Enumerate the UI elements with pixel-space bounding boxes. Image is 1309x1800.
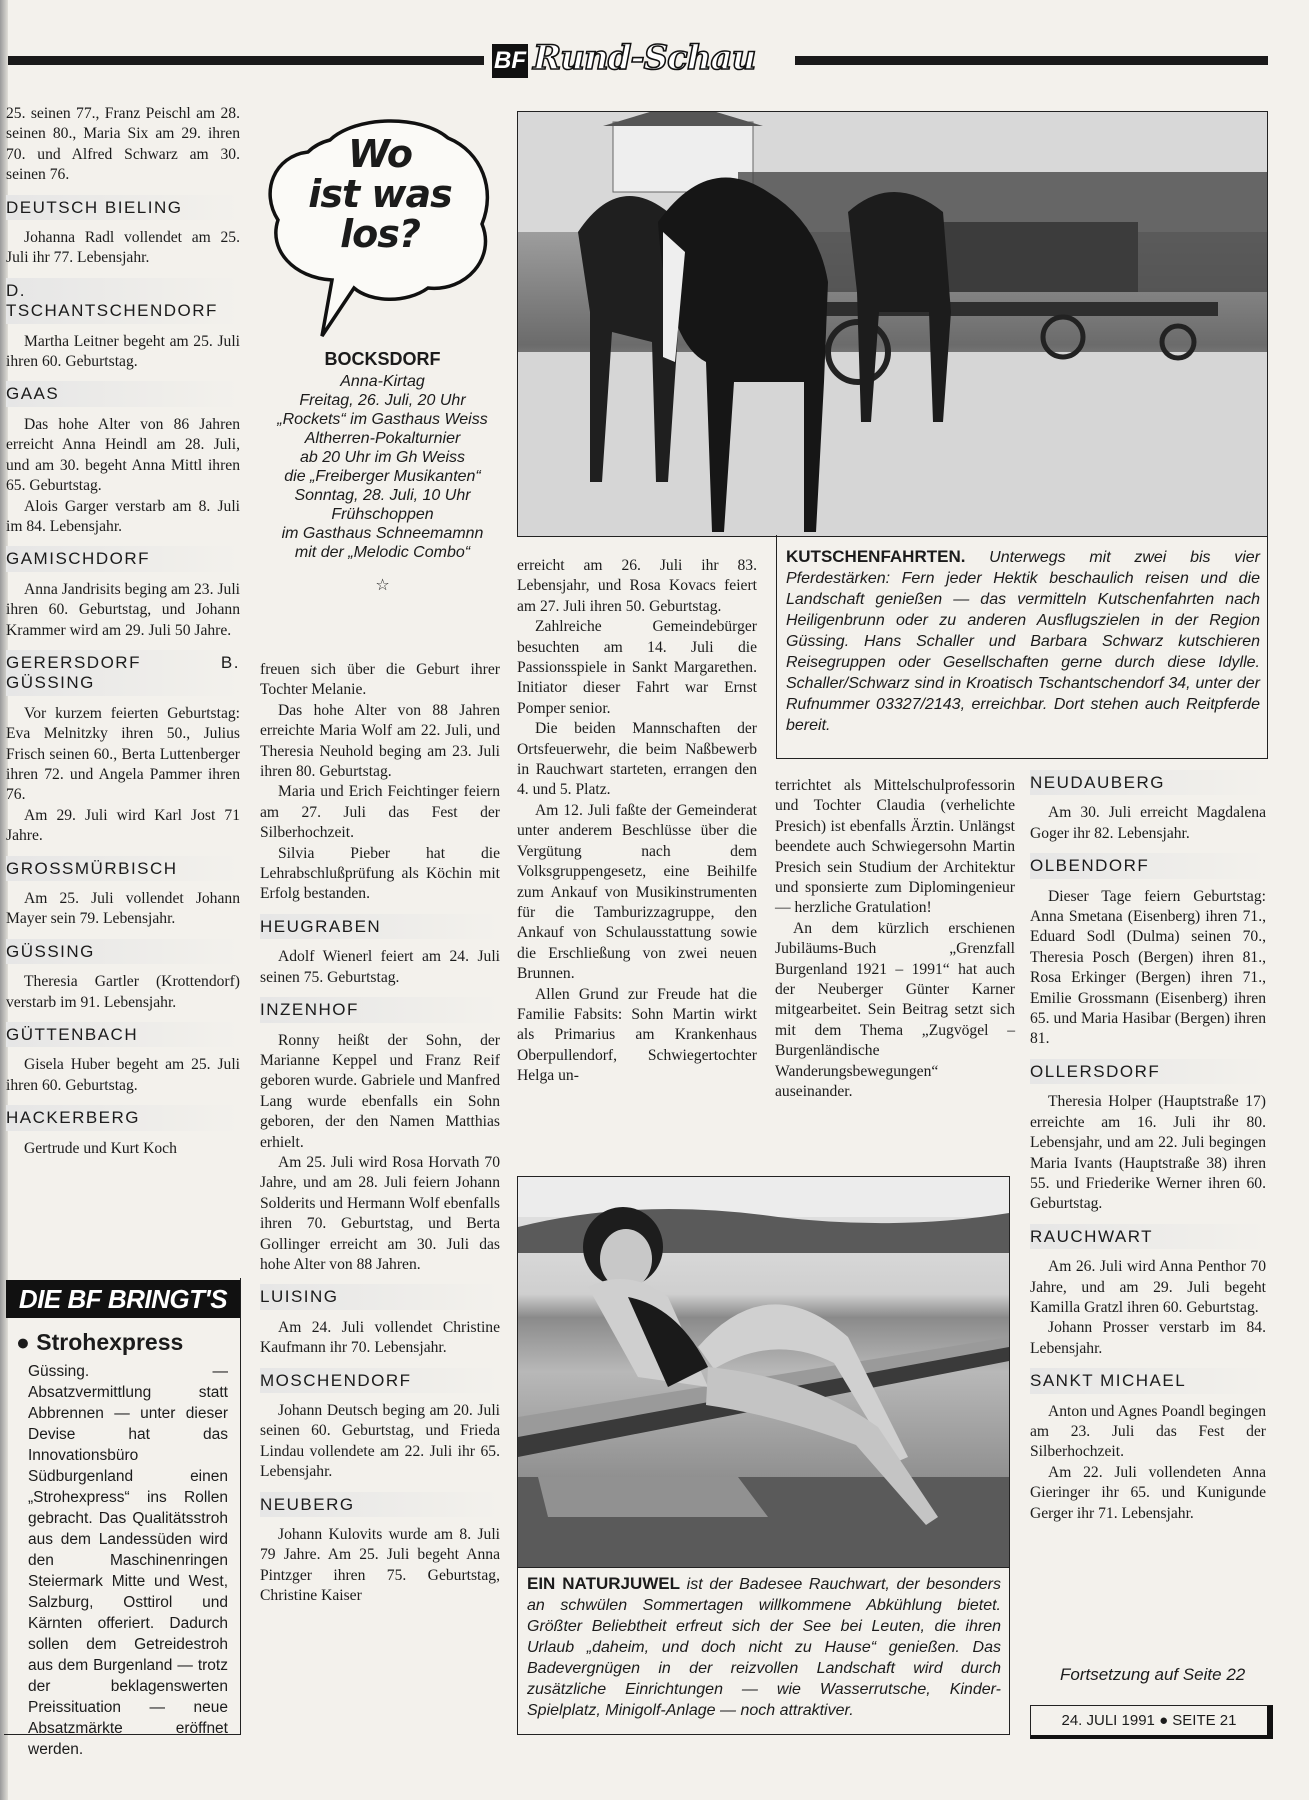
place-heading: GAAS	[6, 381, 240, 406]
column-2	[260, 660, 500, 1607]
article-text: Am 22. Juli vollendeten Anna Gieringer ihr 65. und Kunigunde Gerger ihr 71. Lebensjahr.	[1030, 1463, 1266, 1522]
article-text: Gisela Huber begeht am 25. Juli ihren 60. Geburtstag.	[6, 1056, 240, 1094]
place-heading: D. TSCHANTSCHENDORF	[6, 278, 240, 324]
bf-logo: BF	[492, 44, 528, 78]
article-text: Anna Jandrisits beging am 23. Juli ihren 60. Geburtstag, und Johann Krammer wird am 29. Juli 50 Jahre.	[6, 580, 240, 639]
col2-intro: freuen sich über die Geburt ihrer Tochter Melanie.	[260, 661, 500, 699]
article-text: Allen Grund zur Freude hat die Familie Fabsits: Sohn Martin wirkt als Primarius am Krankenhaus Oberpullendorf, Schwiegertochter Helga un-	[517, 985, 757, 1085]
place-heading: GAMISCHDORF	[6, 546, 240, 571]
article-text: terrichtet als Mittelschulprofessorin und Tochter Claudia (verhelichte Presich) ist ebenfalls Ärztin. Unlängst beendete auch Schwiegersohn Martin Presich sein Studium der Architektur und sponsierte zum Diplomingenieur — herzliche Gratulation!	[775, 777, 1015, 917]
column-5	[1030, 770, 1266, 1524]
article-text: Johanna Radl vollendet am 25. Juli ihr 77. Lebensjahr.	[6, 229, 240, 267]
place-heading: OLLERSDORF	[1030, 1059, 1266, 1084]
event-line: mit der „Melodic Combo“	[294, 544, 471, 561]
event-listing	[260, 350, 505, 595]
caption-head: EIN NATURJUWEL	[527, 1574, 681, 1593]
event-line: im Gasthaus Schneemamnn	[281, 525, 484, 542]
place-heading: GÜTTENBACH	[6, 1022, 240, 1047]
sidebox-title	[16, 1329, 238, 1355]
place-heading: DEUTSCH BIELING	[6, 195, 240, 220]
article-text: An dem kürzlich erschienen Jubiläums-Buch „Grenzfall Burgenland 1921 – 1991“ hat auch der Neuberger Günter Karner mitgearbeitet. Sein Beitrag setzt sich mit dem Thema „Zugvögel – Burgenländische Wanderungsbewegungen“ auseinander.	[775, 919, 1015, 1101]
place-heading: HEUGRABEN	[260, 914, 500, 939]
event-line: Sonntag, 28. Juli, 10 Uhr	[294, 487, 471, 504]
place-heading: INZENHOF	[260, 997, 500, 1022]
article-text: Adolf Wienerl feiert am 24. Juli seinen 75. Geburtstag.	[260, 948, 500, 986]
article-text: Anton und Agnes Poandl begingen am 23. Juli das Fest der Silberhochzeit.	[1030, 1402, 1266, 1461]
col1-intro: 25. seinen 77., Franz Peischl am 28. seinen 80., Maria Six am 29. ihren 70. und Alfred Schwarz am 30. seinen 76.	[6, 105, 240, 184]
caption-text: Unterwegs mit zwei bis vier Pferdestärken: Fern jeder Hektik beschaulich reisen und die Landschaft genießen — das vermitteln Kutschenfahrten nach Heiligenbrunn oder zu anderen Ausflugszielen in der Region Güssing. Hans Schaller und Barbara Schwarz kutschieren Reisegruppen oder Gesellschaften gerne durch diese Idylle. Schaller/Schwarz sind in Kroatisch Tschantschendorf 34, unter der Rufnummer 03327/2143, erreichbar. Dort stehen auch Reitpferde bereit.	[786, 549, 1260, 734]
sidebox-header: DIE BF BRINGT'S	[6, 1280, 240, 1318]
bubble-line: ist was	[308, 172, 452, 216]
section-title: Rund-Schau	[533, 38, 756, 78]
place-heading: NEUDAUBERG	[1030, 770, 1266, 795]
event-line: Frühschoppen	[331, 506, 434, 523]
page-footer	[1030, 1705, 1273, 1739]
event-line: Freitag, 26. Juli, 20 Uhr	[299, 392, 466, 409]
lake-caption	[527, 1573, 1001, 1721]
header-rule-right	[795, 56, 1268, 65]
article-text: Das hohe Alter von 86 Jahren erreicht Anna Heindl am 28. Juli, und am 30. begeht Anna Mittl ihren 65. Geburtstag.	[6, 415, 240, 495]
place-heading: OLBENDORF	[1030, 853, 1266, 878]
article-text: Silvia Pieber hat die Lehrabschlußprüfung als Köchin mit Erfolg bestanden.	[260, 844, 500, 903]
article-text: Am 26. Juli wird Anna Penthor 70 Jahre, und am 29. Juli begeht Kamilla Gratzl ihren 60. Geburtstag.	[1030, 1258, 1266, 1316]
event-place: BOCKSDORF	[324, 349, 441, 369]
column-1	[6, 104, 240, 1159]
event-line: „Rockets“ im Gasthaus Weiss	[277, 411, 488, 428]
article-text: Das hohe Alter von 88 Jahren erreichte Maria Wolf am 22. Juli, und Theresia Neuhold beging am 23. Juli ihren 80. Geburtstag.	[260, 701, 500, 781]
place-heading: HACKERBERG	[6, 1105, 240, 1130]
event-line: Altherren-Pokalturnier	[304, 430, 461, 447]
article-text: Theresia Holper (Hauptstraße 17) erreichte am 16. Juli ihr 80. Lebensjahr, und am 22. Juli begingen Maria Ivants (Hauptstraße 38) ihren 55. und Friederike Werner ihren 60. Geburtstag.	[1030, 1093, 1266, 1213]
article-text: Gertrude und Kurt Koch	[24, 1139, 177, 1157]
article-text: Maria und Erich Feichtinger feiern am 27. Juli das Fest der Silberhochzeit.	[260, 783, 500, 842]
footer-page: SEITE 21	[1172, 1712, 1237, 1729]
photo-carriage	[517, 111, 1268, 537]
continued-note: Fortsetzung auf Seite 22	[1060, 1665, 1246, 1684]
place-heading: GROSSMÜRBISCH	[6, 856, 240, 881]
article-text: Alois Garger verstarb am 8. Juli im 84. Lebensjahr.	[6, 497, 240, 535]
article-text: Am 29. Juli wird Karl Jost 71 Jahre.	[6, 806, 240, 845]
speech-bubble	[260, 112, 500, 342]
caption-head: KUTSCHENFAHRTEN.	[786, 547, 966, 566]
event-line: ab 20 Uhr im Gh Weiss	[299, 449, 466, 466]
sidebox-title-text: Strohexpress	[36, 1329, 184, 1355]
event-line: die „Freiberger Musikanten“	[284, 468, 481, 485]
article-text: Johann Deutsch beging am 20. Juli seinen 60. Geburtstag, und Frieda Lindau vollendete am 22. Juli ihr 65. Lebensjahr.	[260, 1402, 500, 1481]
column-3	[517, 556, 757, 1087]
article-text: Vor kurzem feierten Geburtstag: Eva Melnitzky ihren 50., Julius Frisch seinen 60., Berta Luttenberger ihren 72. und Angela Pammer ihren 76.	[6, 704, 240, 804]
place-heading: RAUCHWART	[1030, 1224, 1266, 1249]
article-text: Theresia Gartler (Krottendorf) verstarb im 91. Lebensjahr.	[6, 973, 240, 1011]
star-icon: ☆	[375, 577, 390, 594]
article-text: Johann Kulovits wurde am 8. Juli 79 Jahre. Am 25. Juli begeht Anna Pintzger ihren 75. Geburtstag, Christine Kaiser	[260, 1526, 500, 1605]
article-text: Zahlreiche Gemeindebürger besuchten am 14. Juli die Passionsspiele in Sankt Margarethen. Initiator dieser Fahrt war Ernst Pomper senior.	[517, 618, 757, 717]
caption-text: ist der Badesee Rauchwart, der besonders an schwülen Sommertagen willkommene Abkühlung bietet. Größter Beliebtheit erfreut sich der See bei Leuten, die ihren Urlaub „daheim, und doch nicht zu Hause“ genießen. Das Badevergnügen in der reizvollen Landschaft wird durch zusätzliche Einrichtungen — wie Wasserrutsche, Kinder-Spielplatz, Minigolf-Anlage — noch attraktiver.	[527, 1576, 1002, 1719]
place-heading: SANKT MICHAEL	[1030, 1368, 1266, 1393]
article-text: Die beiden Mannschaften der Ortsfeuerwehr, die beim Naßbewerb in Rauchwart starteten, errangen den 4. und 5. Platz.	[517, 720, 757, 799]
bubble-line: Wo	[348, 132, 412, 176]
footer-date: 24. JULI 1991	[1061, 1712, 1155, 1729]
article-text: Am 12. Juli faßte der Gemeinderat unter anderem Beschlüsse über die Vergütung nach dem Volksgruppengesetz, eine Beihilfe zum Ankauf von Musikinstrumenten für die Tamburizzagruppe, den Ankauf von Schulausstattung sowie die Erschließung von zwei neuen Brunnen.	[517, 801, 757, 983]
carriage-scene	[518, 112, 1267, 536]
footer-bullet-icon: ●	[1159, 1712, 1169, 1729]
article-text: Am 25. Juli wird Rosa Horvath 70 Jahre, und am 28. Juli feiern Johann Solderits und Hermann Wolf ebenfalls ihren 70. Geburtstag, und Berta Gollinger erreicht am 30. Juli das hohe Alter von 88 Jahren.	[260, 1153, 500, 1273]
sidebox-text: Güssing. — Absatzvermittlung statt Abbrennen — unter dieser Devise hat das Innovationsbüro Südburgenland einen „Strohexpress“ ins Rollen gebracht. Das Qualitätsstroh aus dem Landessüden wird den Maschinenringen Steiermark Mitte und West, Salzburg, Osttirol und Kärnten offeriert. Dadurch sollen dem Getreidestroh aus dem Burgenland — trotz der beklagenswerten Preissituation — neue Absatzmärkte eröffnet werden.	[28, 1363, 228, 1758]
article-text: erreicht am 26. Juli ihr 83. Lebensjahr, und Rosa Kovacs feiert am 27. Juli ihren 50. Geburtstag.	[517, 557, 757, 615]
bullet-icon: ●	[16, 1329, 30, 1355]
article-text: Am 25. Juli vollendet Johann Mayer sein 79. Lebensjahr.	[6, 890, 240, 928]
lake-scene	[518, 1177, 1009, 1567]
article-text: Am 30. Juli erreicht Magdalena Goger ihr 82. Lebensjahr.	[1030, 804, 1266, 842]
article-text: Johann Prosser verstarb im 84. Lebensjahr.	[1030, 1319, 1266, 1357]
place-heading: NEUBERG	[260, 1492, 500, 1517]
article-text: Ronny heißt der Sohn, der Marianne Keppel und Franz Reif geboren wurde. Gabriele und Manfred Lang wurde ebenfalls ein Sohn geboren, der den Namen Matthias erhielt.	[260, 1031, 500, 1151]
sidebox	[6, 1318, 238, 1760]
column-4	[775, 776, 1015, 1103]
place-heading: MOSCHENDORF	[260, 1368, 500, 1393]
place-heading: LUISING	[260, 1284, 500, 1309]
header-rule-left	[8, 56, 484, 65]
photo-lake	[517, 1176, 1010, 1568]
place-heading: GERERSDORF B. GÜSSING	[6, 650, 240, 696]
article-text: Martha Leitner begeht am 25. Juli ihren 60. Geburtstag.	[6, 332, 240, 371]
article-text: Am 24. Juli vollendet Christine Kaufmann ihr 70. Lebensjahr.	[260, 1318, 500, 1357]
event-line: Anna-Kirtag	[340, 373, 425, 390]
place-heading: GÜSSING	[6, 939, 240, 964]
carriage-caption	[786, 546, 1260, 736]
article-text: Dieser Tage feiern Geburtstag: Anna Smetana (Eisenberg) ihren 71., Eduard Sodl (Dulma) seinen 70., Theresia Posch (Bergen) ihren 81., Rosa Erkinger (Bergen) ihren 71., Emilie Grossmann (Eisenberg) ihren 65. und Maria Hasibar (Bergen) ihren 81.	[1030, 887, 1266, 1048]
bubble-line: los?	[340, 212, 420, 256]
